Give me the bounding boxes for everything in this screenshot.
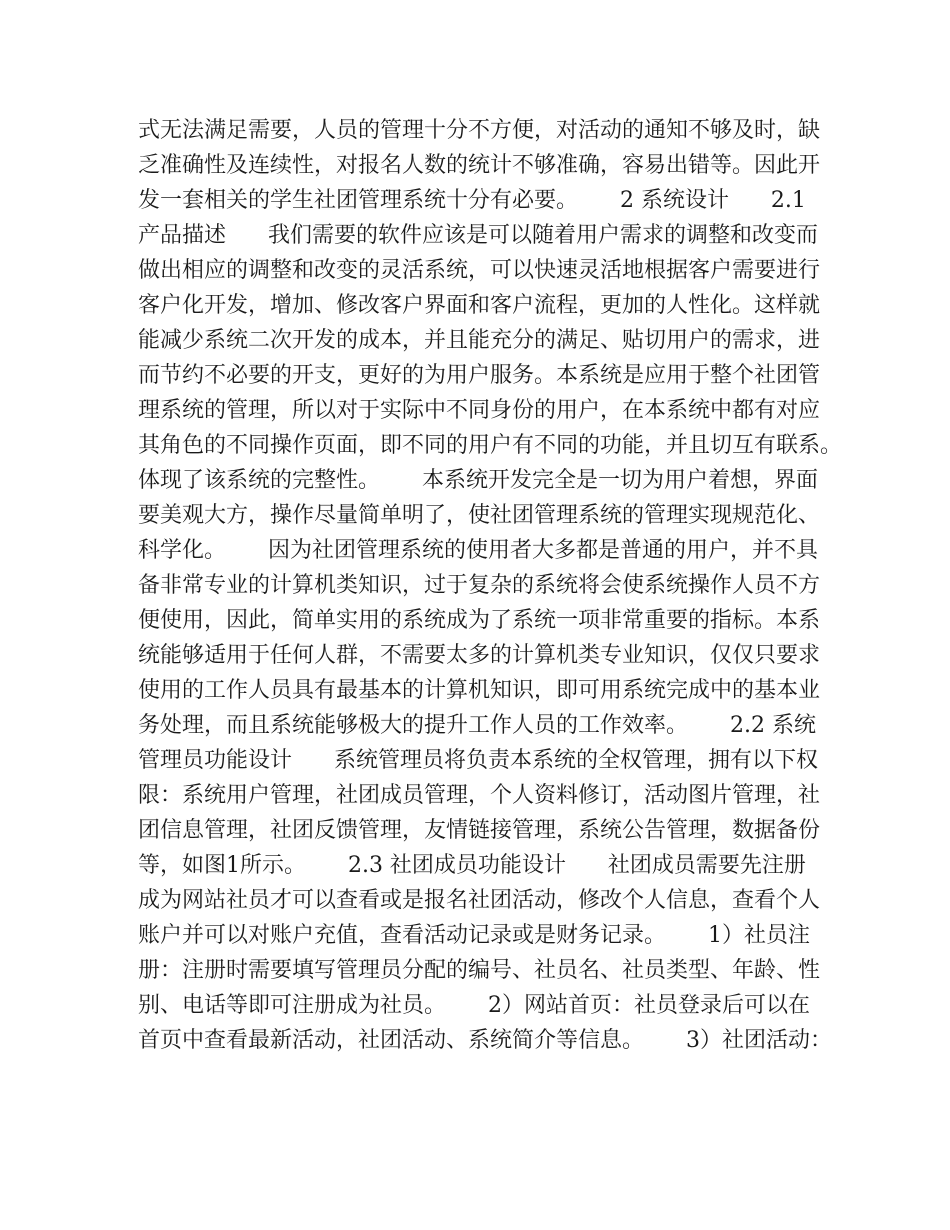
text-line: 其角色的不同操作页面，即不同的用户有不同的功能，并且切互有联系。 [138,433,843,458]
text-line: 团信息管理，社团反馈管理，友情链接管理，系统公告管理，数据备份 [138,818,821,843]
text-line: 体现了该系统的完整性。 本系统开发完全是一切为用户着想，界面 [138,468,818,493]
text-line: 能减少系统二次开发的成本，并且能充分的满足、贴切用户的需求，进 [138,328,821,353]
text-line: 首页中查看最新活动，社团活动、系统简介等信息。 3）社团活动： [138,1028,832,1053]
text-line: 统能够适用于任何人群，不需要太多的计算机类专业知识，仅仅只要求 [138,643,821,668]
text-line: 使用的工作人员具有最基本的计算机知识，即可用系统完成中的基本业 [138,678,821,703]
text-line: 限：系统用户管理，社团成员管理，个人资料修订，活动图片管理，社 [138,783,821,808]
text-line: 等，如图1所示。 2.3 社团成员功能设计 社团成员需要先注册 [138,853,806,878]
text-line: 做出相应的调整和改变的灵活系统，可以快速灵活地根据客户需要进行 [138,258,821,283]
text-line: 便使用，因此，简单实用的系统成为了系统一项非常重要的指标。本系 [138,608,821,633]
text-line: 账户并可以对账户充值，查看活动记录或是财务记录。 1）社员注 [138,923,810,948]
text-line: 备非常专业的计算机类知识，过于复杂的系统将会使系统操作人员不方 [138,573,821,598]
text-line: 发一套相关的学生社团管理系统十分有必要。 2 系统设计 2.1 [138,188,806,213]
text-line: 客户化开发，增加、修改客户界面和客户流程，更加的人性化。这样就 [138,293,821,318]
text-line: 产品描述 我们需要的软件应该是可以随着用户需求的调整和改变而 [138,223,818,248]
text-line: 要美观大方，操作尽量简单明了，使社团管理系统的管理实现规范化、 [138,503,821,528]
text-line: 而节约不必要的开支，更好的为用户服务。本系统是应用于整个社团管 [138,363,821,388]
text-line: 务处理，而且系统能够极大的提升工作人员的工作效率。 2.2 系统 [138,713,816,738]
text-line: 理系统的管理，所以对于实际中不同身份的用户，在本系统中都有对应 [138,398,821,423]
text-line: 别、电话等即可注册成为社员。 2）网站首页：社员登录后可以在 [138,993,810,1018]
text-line: 科学化。 因为社团管理系统的使用者大多都是普通的用户，并不具 [138,538,818,563]
text-line: 管理员功能设计 系统管理员将负责本系统的全权管理，拥有以下权 [138,748,818,773]
text-line: 册：注册时需要填写管理员分配的编号、社员名、社员类型、年龄、性 [138,958,821,983]
text-line: 成为网站社员才可以查看或是报名社团活动，修改个人信息，查看个人 [138,888,821,913]
body-text [138,113,843,1058]
text-line: 式无法满足需要，人员的管理十分不方便，对活动的通知不够及时，缺 [138,118,821,143]
text-line: 乏准确性及连续性，对报名人数的统计不够准确，容易出错等。因此开 [138,153,821,178]
